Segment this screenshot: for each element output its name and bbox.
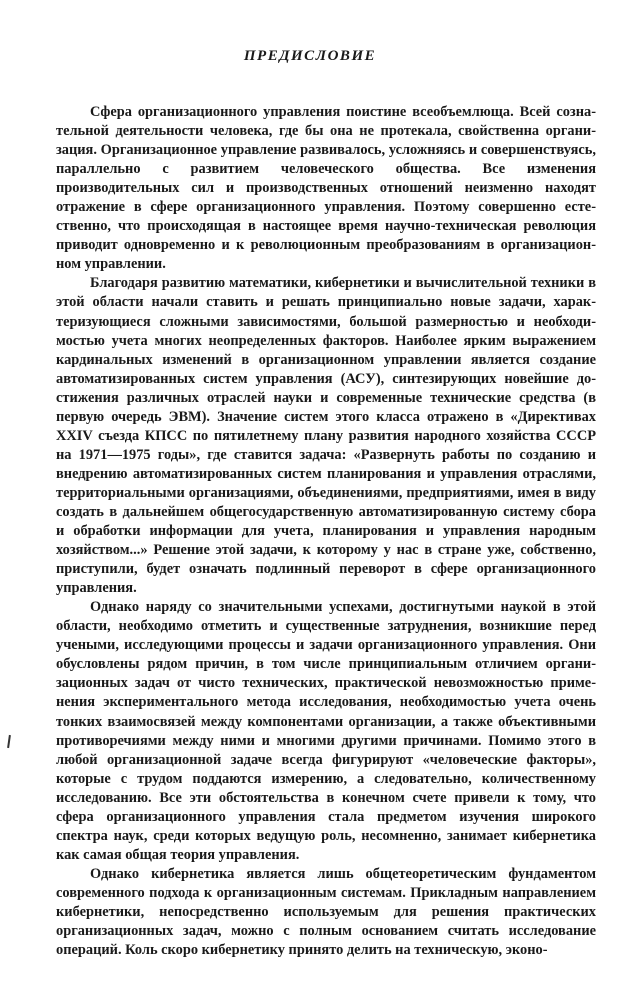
- paragraph: Однако кибернетика является лишь общетеоретическим фундаментом современного подхода к организационным системам. Прикладным направлением кибернетики, непосредственно используемым для решения практических организационных задач, можно с полным основанием считать исследование операций. Коль скоро кибернетику принято делить на техническую, эконо-: [56, 865, 596, 959]
- paragraph: Сфера организационного управления поистине всеобъемлюща. Всей сознательной деятельности человека, где бы она не протекала, свойственна организация. Организационное управление развивалось, усложняясь и совершенствуясь, параллельно с развитием человеческого общества. Все изменения производительных сил и производственных отношений неизменно находят отражение в сфере организационного управления. Поэтому совершенно естественно, что происходящая в настоящее время научно-техническая революция приводит одновременно и к революционным преобразованиям в организационном управлении.: [56, 104, 596, 273]
- margin-mark: [7, 735, 11, 748]
- body-text: [56, 103, 596, 960]
- paragraph: Благодаря развитию математики, кибернетики и вычислительной техники в этой области начали ставить и решать принципиально новые задачи, характеризующиеся сложными зависимостями, большой размерностью и необходимостью учета многих неопределенных факторов. Наиболее ярким выражением кардинальных изменений в организационном управлении является создание автоматизированных систем управления (АСУ), синтезирующих новейшие достижения различных отраслей науки и современные технические средства (в первую очередь ЭВМ). Значение систем этого класса отражено в «Директивах XXIV съезда КПСС по пятилетнему плану развития народного хозяйства СССР на 1971—1975 годы», где ставится задача: «Развернуть работы по созданию и внедрению автоматизированных систем планирования и управления отраслями, территориальными организациями, объединениями, предприятиями, имея в виду создать в дальнейшем общегосударственную автоматизированную систему сбора и обработки информации для учета, планирования и управления народным хозяйством...» Решение этой задачи, к которому у нас в стране уже, собственно, приступили, будет означать подлинный переворот в сфере организационного управления.: [56, 275, 596, 597]
- paragraph: Однако наряду со значительными успехами, достигнутыми наукой в этой области, необходимо отметить и существенные затруднения, возникшие перед учеными, исследующими процессы и задачи организационного управления. Они обусловлены рядом причин, в том числе принципиальным отличием организационных задач от чисто технических, практической невозможностью применения экспериментального метода исследования, необходимостью учета очень тонких взаимосвязей между компонентами организации, а также объективными противоречиями между ними и многими другими причинами. Помимо этого в любой организационной задаче всегда фигурируют «человеческие факторы», которые с трудом поддаются измерению, а следовательно, количественному исследованию. Все эти обстоятельства в конечном счете привели к тому, что сфера организационного управления стала предметом изучения широкого спектра наук, среди которых ведущую роль, несомненно, занимает кибернетика как самая общая теория управления.: [56, 599, 596, 863]
- page-heading: ПРЕДИСЛОВИЕ: [243, 48, 377, 64]
